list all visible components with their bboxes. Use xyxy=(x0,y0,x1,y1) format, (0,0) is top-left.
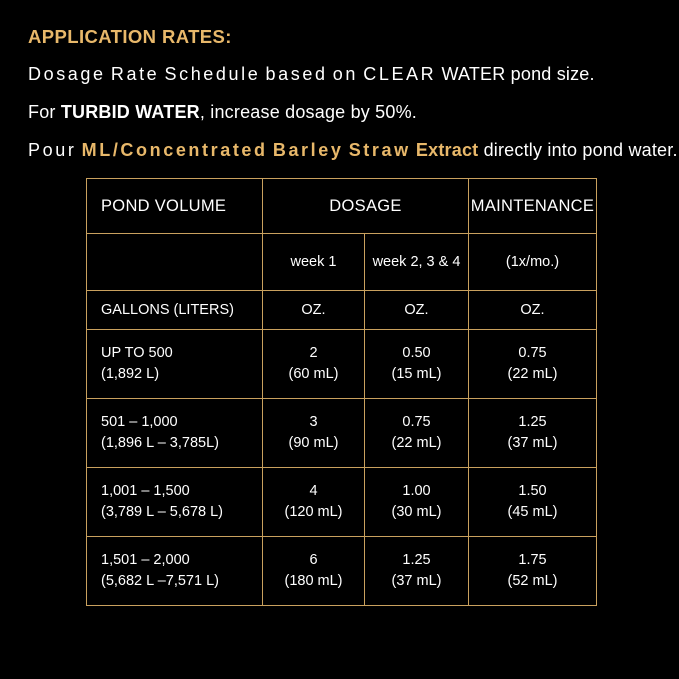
cell-week1 xyxy=(263,330,365,399)
dosage-text-6: CLEAR xyxy=(363,64,437,84)
volume-main: 1,501 – 2,000 xyxy=(101,551,190,568)
units-maintenance: OZ. xyxy=(469,291,597,330)
pour-instruction-line xyxy=(28,140,678,161)
table-subheader-row xyxy=(87,234,597,291)
cell-maintenance xyxy=(469,468,597,537)
cell-maintenance xyxy=(469,399,597,468)
table-units-row xyxy=(87,291,597,330)
cell-maintenance xyxy=(469,330,597,399)
week234-main: 0.75 xyxy=(402,413,431,430)
maint-sub: (52 mL) xyxy=(507,573,558,589)
week1-sub: (120 mL) xyxy=(284,504,343,520)
product-straw: Straw xyxy=(348,140,411,160)
maint-main: 1.50 xyxy=(518,482,547,499)
cell-volume xyxy=(87,330,263,399)
volume-sub: (1,892 L) xyxy=(101,366,160,382)
cell-week234 xyxy=(365,468,469,537)
week234-main: 0.50 xyxy=(402,344,431,361)
cell-volume xyxy=(87,399,263,468)
units-week1: OZ. xyxy=(263,291,365,330)
table-row xyxy=(87,330,597,399)
units-gallons-liters: GALLONS (LITERS) xyxy=(87,291,263,330)
pour-text: Pour xyxy=(28,140,77,160)
cell-maintenance xyxy=(469,537,597,606)
cell-week1 xyxy=(263,399,365,468)
table-row xyxy=(87,537,597,606)
week234-sub: (22 mL) xyxy=(391,435,442,451)
week1-main: 4 xyxy=(309,482,318,499)
dosage-text-4: based xyxy=(265,64,328,84)
week1-sub: (60 mL) xyxy=(288,366,339,382)
table-row xyxy=(87,399,597,468)
week234-sub: (37 mL) xyxy=(391,573,442,589)
product-extract: Extract xyxy=(415,140,479,160)
cell-week1 xyxy=(263,468,365,537)
subheader-maintenance-freq: (1x/mo.) xyxy=(469,234,597,291)
units-week234: OZ. xyxy=(365,291,469,330)
cell-volume xyxy=(87,537,263,606)
volume-sub: (1,896 L – 3,785L) xyxy=(101,435,219,451)
maint-main: 1.75 xyxy=(518,551,547,568)
header-pond-volume: POND VOLUME xyxy=(87,179,263,234)
table-header-row xyxy=(87,179,597,234)
turbid-prefix: For xyxy=(28,102,61,122)
page-title: APPLICATION RATES: xyxy=(28,26,232,47)
volume-main: UP TO 500 xyxy=(101,344,173,361)
maint-main: 0.75 xyxy=(518,344,547,361)
pour-suffix: directly into pond water. xyxy=(483,140,678,160)
subheader-blank xyxy=(87,234,263,291)
week234-sub: (30 mL) xyxy=(391,504,442,520)
cell-volume xyxy=(87,468,263,537)
volume-sub: (3,789 L – 5,678 L) xyxy=(101,504,223,520)
week1-main: 2 xyxy=(309,344,318,361)
dosage-text-2: Rate xyxy=(110,64,160,84)
product-barley: Barley xyxy=(272,140,344,160)
cell-week234 xyxy=(365,399,469,468)
cell-week234 xyxy=(365,537,469,606)
dosage-text-7: WATER pond size. xyxy=(441,64,595,84)
maint-main: 1.25 xyxy=(518,413,547,430)
week234-sub: (15 mL) xyxy=(391,366,442,382)
dosage-text-1: Dosage xyxy=(28,64,106,84)
week234-main: 1.25 xyxy=(402,551,431,568)
header-maintenance: MAINTENANCE xyxy=(469,179,597,234)
subheader-week1: week 1 xyxy=(263,234,365,291)
volume-sub: (5,682 L –7,571 L) xyxy=(101,573,219,589)
maint-sub: (37 mL) xyxy=(507,435,558,451)
dosage-text-3: Schedule xyxy=(164,64,261,84)
maint-sub: (45 mL) xyxy=(507,504,558,520)
week1-main: 3 xyxy=(309,413,318,430)
week1-sub: (90 mL) xyxy=(288,435,339,451)
maint-sub: (22 mL) xyxy=(507,366,558,382)
cell-week234 xyxy=(365,330,469,399)
week1-main: 6 xyxy=(309,551,318,568)
turbid-water-emphasis: TURBID WATER xyxy=(60,102,200,122)
volume-main: 501 – 1,000 xyxy=(101,413,178,430)
header-dosage: DOSAGE xyxy=(263,179,469,234)
turbid-suffix: , increase dosage by 50%. xyxy=(199,102,418,122)
cell-week1 xyxy=(263,537,365,606)
product-ml-concentrated: ML/Concentrated xyxy=(81,140,268,160)
dosage-description-line xyxy=(28,64,657,85)
table-row xyxy=(87,468,597,537)
volume-main: 1,001 – 1,500 xyxy=(101,482,190,499)
turbid-water-line xyxy=(28,102,657,123)
dosage-rate-table xyxy=(86,178,597,606)
dosage-text-5: on xyxy=(332,64,359,84)
subheader-week234: week 2, 3 & 4 xyxy=(365,234,469,291)
week1-sub: (180 mL) xyxy=(284,573,343,589)
week234-main: 1.00 xyxy=(402,482,431,499)
